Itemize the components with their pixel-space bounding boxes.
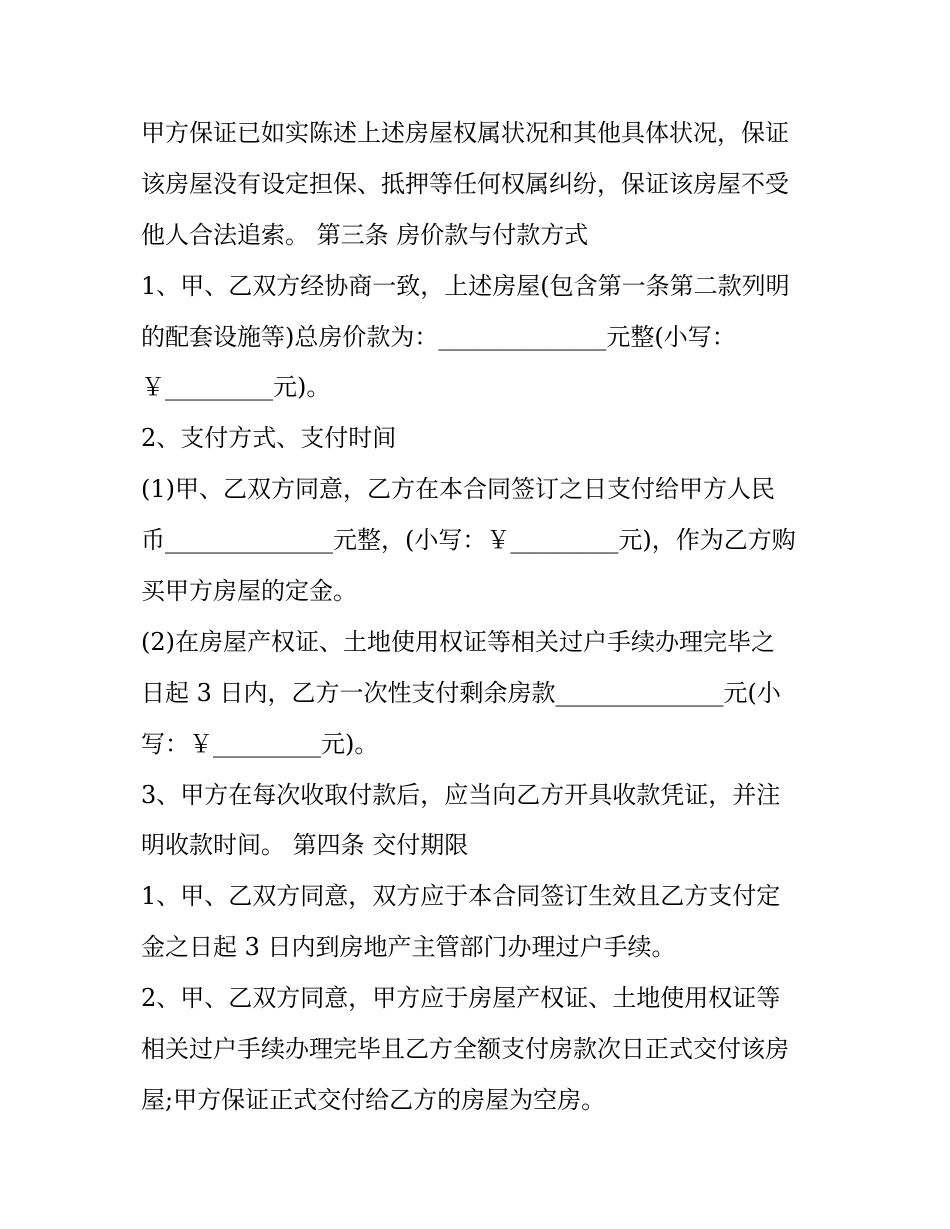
text-line: 该房屋没有设定担保、抵押等任何权属纠纷，保证该房屋不受	[141, 169, 789, 198]
text-line: 金之日起 3 日内到房地产主管部门办理过户手续。	[141, 933, 676, 962]
text-line: 相关过户手续办理完毕且乙方全额支付房款次日正式交付该房	[141, 1035, 789, 1064]
text-line: 3、甲方在每次收取付款后，应当向乙方开具收款凭证，并注	[141, 780, 781, 809]
text-line: (2)在房屋产权证、土地使用权证等相关过户手续办理完毕之	[141, 627, 775, 656]
text-line: 明收款时间。 第四条 交付期限	[141, 831, 469, 860]
text-line: ￥_________元)。	[141, 373, 331, 402]
text-line: 写：￥_________元)。	[141, 729, 379, 758]
text-line: 他人合法追索。 第三条 房价款与付款方式	[141, 220, 589, 249]
text-line: 1、甲、乙双方经协商一致，上述房屋(包含第一条第二款列明	[141, 271, 790, 300]
text-line: 甲方保证已如实陈述上述房屋权属状况和其他具体状况，保证	[141, 119, 789, 147]
text-line: 买甲方房屋的定金。	[141, 577, 357, 606]
text-line: 1、甲、乙双方同意，双方应于本合同签订生效且乙方支付定	[141, 882, 781, 911]
text-line: (1)甲、乙双方同意，乙方在本合同签订之日支付给甲方人民	[141, 475, 775, 504]
text-line: 2、支付方式、支付时间	[141, 424, 397, 453]
text-line: 屋;甲方保证正式交付给乙方的房屋为空房。	[141, 1085, 606, 1114]
text-line: 的配套设施等)总房价款为：______________元整(小写：	[141, 322, 736, 351]
text-line: 日起 3 日内，乙方一次性支付剩余房款______________元(小	[141, 678, 781, 707]
text-line: 2、甲、乙双方同意，甲方应于房屋产权证、土地使用权证等	[141, 984, 781, 1013]
document-body	[141, 108, 821, 1126]
text-line: 币______________元整，(小写：￥_________元)，作为乙方购	[141, 526, 796, 555]
